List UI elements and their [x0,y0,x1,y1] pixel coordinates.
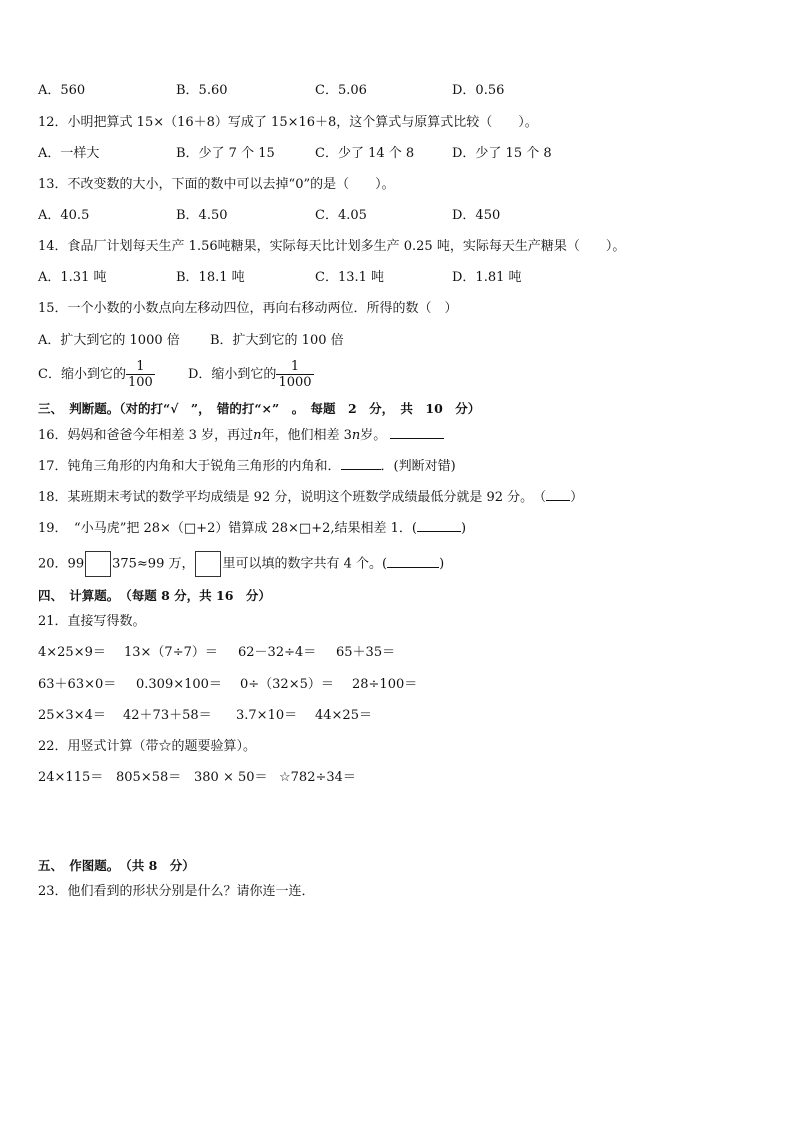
q21-item: 65＋35＝ [336,645,396,660]
q11-option-d: D．0.56 [452,83,505,98]
q17-text-post: ．(判断对错) [380,459,456,474]
q15-option-c-prefix: C．缩小到它的 [38,367,126,382]
q15-option-d-prefix: D．缩小到它的 [188,367,277,382]
q11-option-c: C．5.06 [315,83,367,98]
q14-text: 14．食品厂计划每天生产 1.56吨糖果，实际每天比计划多生产 0.25 吨，实际每天生产糖果（ ）。 [38,239,626,254]
q19-text-post: ) [460,521,467,536]
q15-option-d [188,359,314,390]
q18-text-post: ） [570,490,584,505]
q20-digit-box[interactable] [85,551,111,577]
q15-text: 15．一个小数的小数点向左移动四位，再向右移动两位．所得的数（ ） [38,301,458,316]
q21-item: 0÷（32×5）＝ [240,677,334,692]
q15-option-d-fraction [276,359,313,390]
q22-text: 22．用竖式计算（带☆的题要验算）。 [38,739,257,754]
q18-text-pre: 18．某班期末考试的数学平均成绩是 92 分，说明这个班数学成绩最低分就是 92 分。 （ [38,490,547,505]
section-3-heading: 三、 判断题。（对的打“√ ”， 错的打“×” 。 每题 2 分， 共 10 分） [38,401,481,416]
q14-option-c: C．13.1 吨 [315,270,385,285]
q17-answer-blank[interactable] [341,457,381,470]
q13-option-d: D．450 [452,208,501,223]
q22-item: 805×58＝ [116,770,182,785]
q11-option-b: B．5.60 [176,83,228,98]
q20-digit-box-ref [195,551,221,577]
q18 [38,488,583,507]
q14-option-d: D．1.81 吨 [452,270,522,285]
q21-item: 63＋63×0＝ [38,677,117,692]
q15-option-c-fraction [126,359,155,390]
section-4-heading: 四、 计算题。 （每题 8 分，共 16 分） [38,588,271,603]
q22-item: ☆782÷34＝ [279,770,356,785]
q13-option-b: B．4.50 [176,208,228,223]
q15-option-a: A．扩大到它的 1000 倍 [38,333,180,348]
section-5-heading: 五、 作图题。 （共 8 分） [38,858,195,873]
q14-option-a: A．1.31 吨 [38,270,107,285]
q14-option-b: B．18.1 吨 [176,270,245,285]
q15-option-c [38,359,155,390]
q21-item: 28÷100＝ [352,677,418,692]
q20 [38,551,444,578]
q22-item: 24×115＝ [38,770,104,785]
q12-option-a: A．一样大 [38,146,100,161]
q21-item: 25×3×4＝ [38,708,106,723]
q19-answer-blank[interactable] [417,519,461,532]
q20-text-post: 里可以填的数字共有 4 个。( [222,556,388,572]
fraction-denominator: 1000 [278,375,312,390]
q19 [38,519,466,538]
q21-item: 4×25×9＝ [38,645,106,660]
q20-text-end: ) [439,556,445,572]
q21-item: 44×25＝ [315,708,372,723]
fraction-denominator: 100 [127,375,153,390]
q16-variable-n2: n [351,428,361,443]
q11-option-a: A．560 [38,83,86,98]
q20-text-pre: 20．99 [38,556,85,572]
q12-option-d: D．少了 15 个 8 [452,146,552,161]
q21-item: 13×（7÷7）＝ [124,645,218,660]
q23-text: 23．他们看到的形状分别是什么？请你连一连． [38,884,315,899]
q16 [38,426,444,445]
q21-item: 62－32÷4＝ [238,645,317,660]
q15-option-b: B．扩大到它的 100 倍 [210,333,344,348]
q20-text-mid: 375≈99 万， [112,556,195,572]
q18-answer-blank[interactable] [546,488,570,501]
q16-answer-blank[interactable] [390,426,444,439]
q13-option-c: C．4.05 [315,208,367,223]
fraction-numerator: 1 [136,359,145,374]
q16-variable-n: n [253,428,262,443]
q21-item: 42＋73＋58＝ [123,708,212,723]
q17-text-pre: 17．钝角三角形的内角和大于锐角三角形的内角和． [38,459,341,474]
q20-answer-blank[interactable] [387,555,439,568]
q19-text-pre: 19． “小马虎”把 28×（□+2）错算成 28×□+2,结果相差 1．( [38,521,417,536]
q12-option-b: B．少了 7 个 15 [176,146,275,161]
q22-item: 380 × 50＝ [194,770,268,785]
q16-text-mid: 年，他们相差 3 [261,428,352,443]
q12-text: 12．小明把算式 15×（16＋8）写成了 15×16＋8，这个算式与原算式比较（ ）。 [38,115,538,130]
q16-text-post: 岁。 [360,428,387,443]
fraction-numerator: 1 [290,359,300,374]
q21-item: 3.7×10＝ [236,708,298,723]
q21-item: 0.309×100＝ [136,677,222,692]
q17 [38,457,456,476]
q13-option-a: A．40.5 [38,208,90,223]
q13-text: 13．不改变数的大小，下面的数中可以去掉“0”的是（ ）。 [38,177,395,192]
q21-text: 21．直接写得数。 [38,614,146,629]
q16-text-pre: 16．妈妈和爸爸今年相差 3 岁，再过 [38,428,254,443]
q12-option-c: C．少了 14 个 8 [315,146,415,161]
